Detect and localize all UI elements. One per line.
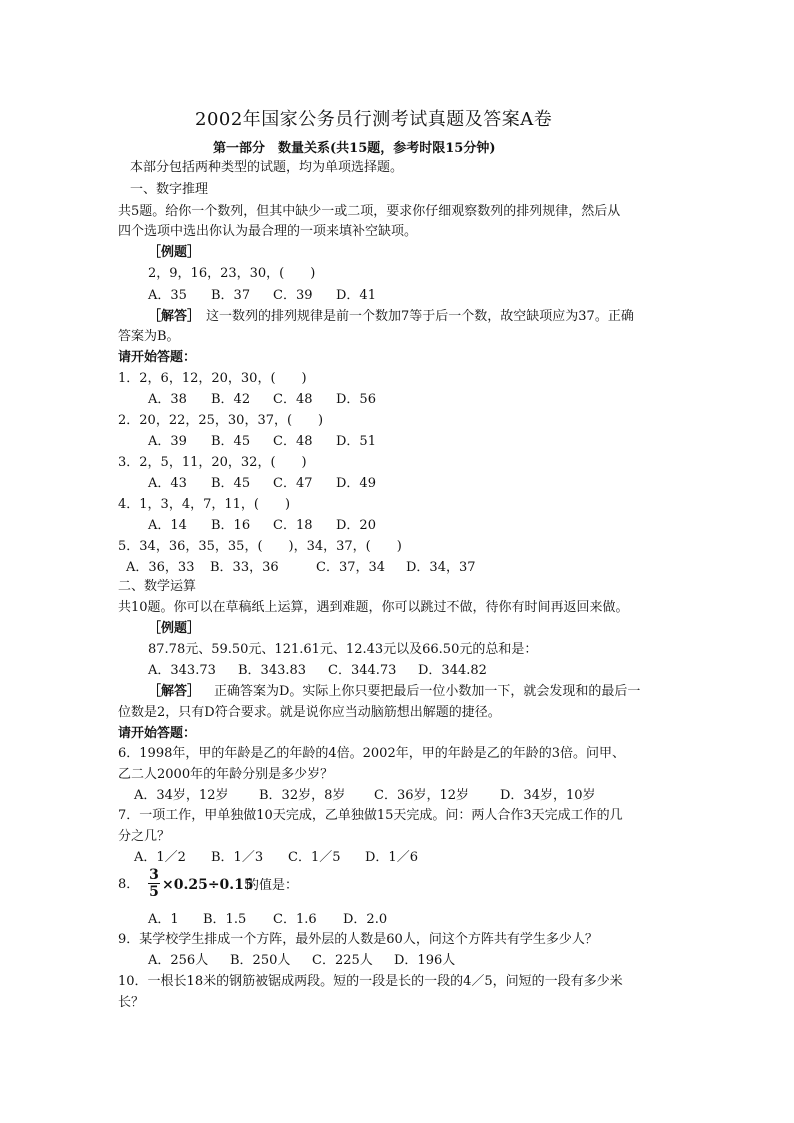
question-5: 5．34，36，35，35，( )，34，37，( ) bbox=[118, 539, 402, 554]
section1-heading: 一、数字推理 bbox=[130, 182, 209, 197]
option: C．1／5 bbox=[288, 850, 341, 865]
option: A．14 bbox=[148, 518, 187, 533]
option: B．32岁，8岁 bbox=[259, 788, 346, 803]
option: D．51 bbox=[336, 434, 376, 449]
option: D．34岁，10岁 bbox=[500, 788, 596, 803]
option: C．18 bbox=[273, 518, 313, 533]
option: D．34，37 bbox=[406, 560, 476, 575]
question-3: 3．2，5，11，20，32，( ) bbox=[118, 455, 307, 470]
option: B．33，36 bbox=[210, 560, 279, 575]
question-9: 9．某学校学生排成一个方阵，最外层的人数是60人，问这个方阵共有学生多少人？ bbox=[118, 932, 598, 947]
option: B．45 bbox=[211, 434, 251, 449]
fraction-numerator: 3 bbox=[149, 867, 159, 883]
section1-answer-line1: 这一数列的排列规律是前一个数加7等于后一个数，故空缺项应为37。正确 bbox=[206, 309, 634, 324]
question-10-line1: 10．一根长18米的钢筋被锯成两段。短的一段是长的一段的4／5，问短的一段有多少米 bbox=[118, 974, 623, 989]
option: C．39 bbox=[273, 288, 313, 303]
section1-example-question: 2，9，16，23，30，( ) bbox=[148, 266, 316, 281]
option: D．20 bbox=[336, 518, 376, 533]
option: B．343.83 bbox=[238, 663, 307, 678]
fraction-denominator: 5 bbox=[149, 884, 159, 900]
option: B．42 bbox=[211, 392, 251, 407]
question-8-expression: ×0.25÷0.15 bbox=[162, 877, 254, 893]
section2-desc: 共10题。你可以在草稿纸上运算，遇到难题，你可以跳过不做，待你有时间再返回来做。 bbox=[118, 600, 629, 615]
option: D．196人 bbox=[394, 953, 456, 968]
option: A．34岁，12岁 bbox=[134, 788, 229, 803]
question-10-line2: 长？ bbox=[118, 995, 145, 1010]
option: C．48 bbox=[273, 434, 313, 449]
option: A．43 bbox=[148, 476, 187, 491]
option: D．344.82 bbox=[418, 663, 487, 678]
option: A．39 bbox=[148, 434, 187, 449]
question-8-tail: 的值是： bbox=[246, 878, 299, 893]
question-7-line1: 7．一项工作，甲单独做10天完成，乙单独做15天完成。问：两人合作3天完成工作的几 bbox=[118, 808, 623, 823]
section1-answer-line2: 答案为B。 bbox=[118, 329, 180, 344]
question-6-line1: 6．1998年，甲的年龄是乙的年龄的4倍。2002年，甲的年龄是乙的年龄的3倍。问甲、 bbox=[118, 746, 625, 761]
section2-answer-label: ［解答］ bbox=[148, 684, 201, 699]
option: B．1.5 bbox=[203, 912, 247, 927]
option: D．2.0 bbox=[343, 912, 388, 927]
question-1: 1．2，6，12，20，30，( ) bbox=[118, 371, 307, 386]
section2-example-question: 87.78元、59.50元、121.61元、12.43元以及66.50元的总和是： bbox=[148, 642, 538, 657]
section2-start-label: 请开始答题： bbox=[118, 726, 197, 741]
option: C．47 bbox=[273, 476, 313, 491]
section1-desc-line2: 四个选项中选出你认为最合理的一项来填补空缺项。 bbox=[118, 224, 418, 239]
section2-example-label: ［例题］ bbox=[148, 621, 201, 636]
option: D．41 bbox=[336, 288, 376, 303]
section1-answer-label: ［解答］ bbox=[148, 309, 201, 324]
question-2: 2．20，22，25，30，37，( ) bbox=[118, 413, 324, 428]
question-8-number: 8． bbox=[118, 877, 140, 892]
option: D．1／6 bbox=[365, 850, 418, 865]
option: A．1／2 bbox=[134, 850, 186, 865]
intro-text: 本部分包括两种类型的试题，均为单项选择题。 bbox=[130, 160, 404, 175]
option: A．256人 bbox=[148, 953, 209, 968]
option: C．37，34 bbox=[316, 560, 386, 575]
option: A．38 bbox=[148, 392, 187, 407]
question-7-line2: 分之几？ bbox=[118, 829, 171, 844]
section1-start-label: 请开始答题： bbox=[118, 350, 197, 365]
option: C．36岁，12岁 bbox=[374, 788, 470, 803]
question-6-line2: 乙二人2000年的年龄分别是多少岁？ bbox=[118, 767, 334, 782]
option: C．225人 bbox=[312, 953, 373, 968]
document-title: 2002年国家公务员行测考试真题及答案A卷 bbox=[195, 109, 553, 130]
option: B．250人 bbox=[230, 953, 291, 968]
option: A．343.73 bbox=[148, 663, 216, 678]
option: D．49 bbox=[336, 476, 376, 491]
option: B．16 bbox=[211, 518, 251, 533]
option: C．344.73 bbox=[328, 663, 397, 678]
question-8-fraction bbox=[148, 868, 160, 899]
section2-heading: 二、数学运算 bbox=[118, 579, 197, 594]
option: A．36，33 bbox=[126, 560, 195, 575]
option: A．1 bbox=[148, 912, 179, 927]
section2-answer-line2: 位数是2，只有D符合要求。就是说你应当动脑筋想出解题的捷径。 bbox=[118, 705, 501, 720]
section2-answer-line1: 正确答案为D。实际上你只要把最后一位小数加一下，就会发现和的最后一 bbox=[214, 684, 641, 699]
question-4: 4．1，3，4，7，11，( ) bbox=[118, 497, 291, 512]
option: B．37 bbox=[211, 288, 251, 303]
option: B．45 bbox=[211, 476, 251, 491]
option: D．56 bbox=[336, 392, 376, 407]
section1-desc-line1: 共5题。给你一个数列，但其中缺少一或二项，要求你仔细观察数列的排列规律，然后从 bbox=[118, 204, 621, 219]
option: A．35 bbox=[148, 288, 187, 303]
section1-example-label: ［例题］ bbox=[148, 245, 201, 260]
option: B．1／3 bbox=[211, 850, 264, 865]
option: C．1.6 bbox=[273, 912, 317, 927]
part1-header: 第一部分 数量关系(共15题，参考时限15分钟) bbox=[213, 141, 496, 156]
option: C．48 bbox=[273, 392, 313, 407]
